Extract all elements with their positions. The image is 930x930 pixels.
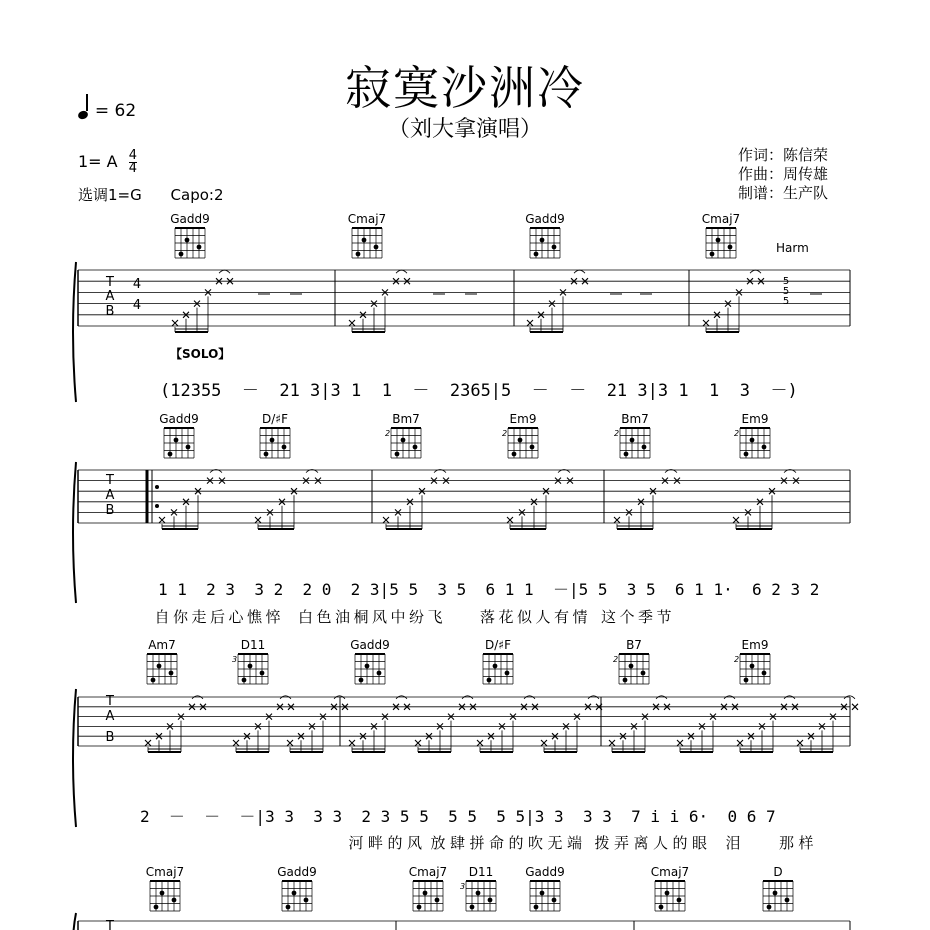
tuning-label: 选调1=G xyxy=(78,186,142,204)
tab-clef-t: T xyxy=(106,275,114,290)
chord-name: Cmaj7 xyxy=(408,865,448,879)
chord-name: Em9 xyxy=(509,412,537,426)
capo-label: Capo:2 xyxy=(170,186,224,204)
lyric-char: 河 xyxy=(348,834,364,852)
tab-clef-b: B xyxy=(105,304,115,319)
chord-dot xyxy=(642,445,647,450)
harm-label: Harm xyxy=(776,241,809,255)
repeat-dot xyxy=(155,485,159,489)
lyric-char: 有 xyxy=(553,608,570,626)
chord-dot xyxy=(629,664,634,669)
tab-note-x xyxy=(415,740,421,746)
chord-fret-number: 2 xyxy=(613,655,619,664)
chord-dot xyxy=(767,905,772,910)
lyric-char: 无 xyxy=(547,834,563,852)
chord-dot xyxy=(154,905,159,910)
lyric-char: 悴 xyxy=(265,608,281,626)
chord-dot xyxy=(762,671,767,676)
chord-dot xyxy=(540,238,545,243)
tab-note-x xyxy=(383,517,389,523)
chord-dot xyxy=(160,891,165,896)
chord-dot xyxy=(505,671,510,676)
chord-dot xyxy=(518,438,523,443)
jianpu-line-2: 1 1 2 3 3 2 2 0 2 3|5 5 3 5 6 1 1 －|5 5 3 5 6 1 1· 6 2 3 2 xyxy=(158,580,820,599)
tie-arc xyxy=(396,270,407,273)
chord-dot xyxy=(493,664,498,669)
chord-dot xyxy=(413,445,418,450)
chord-dot xyxy=(716,238,721,243)
chord-name: D/♯F xyxy=(485,638,511,652)
chord-name: Em9 xyxy=(741,638,769,652)
lyric-char: 风 xyxy=(406,834,423,852)
chord-fret-number: 3 xyxy=(460,882,466,891)
chord-dot xyxy=(641,671,646,676)
chord-dot xyxy=(151,678,156,683)
lyric-char: 季 xyxy=(637,608,654,626)
chord-dot xyxy=(470,905,475,910)
chord-dot xyxy=(292,891,297,896)
tab-note-x xyxy=(145,740,151,746)
chord-names xyxy=(146,212,783,891)
chord-dot xyxy=(476,891,481,896)
system-bracket xyxy=(73,462,76,603)
system-bracket xyxy=(73,689,76,827)
lyric-char: 纷 xyxy=(408,608,425,626)
lyric-char: 拨 xyxy=(594,834,610,852)
tab-note-x xyxy=(609,740,615,746)
chord-dot xyxy=(659,905,664,910)
chord-dot xyxy=(552,898,557,903)
chord-dot xyxy=(677,898,682,903)
lyric-char: 心 xyxy=(228,608,244,626)
lyric-char: 自 xyxy=(154,608,170,626)
composer: 作曲：周传雄 xyxy=(738,165,829,183)
lyric-char: 后 xyxy=(209,608,226,626)
song-title: 寂寞沙洲冷 xyxy=(345,61,585,115)
chord-dot xyxy=(401,438,406,443)
chord-fret-number: 2 xyxy=(385,429,391,438)
chord-dot xyxy=(185,238,190,243)
tab-clef-t: T xyxy=(106,694,114,709)
lyric-char: 桐 xyxy=(353,608,369,626)
chord-dot xyxy=(630,438,635,443)
chord-dot xyxy=(624,452,629,457)
chord-name: Cmaj7 xyxy=(701,212,741,226)
tie-arc xyxy=(574,270,585,273)
lyric-char: 落 xyxy=(479,608,496,626)
lyric-char: 色 xyxy=(316,608,332,626)
chord-dot xyxy=(665,891,670,896)
lyric-char: 花 xyxy=(498,608,514,626)
chord-dot xyxy=(356,252,361,257)
chord-dot xyxy=(374,245,379,250)
chord-name: D11 xyxy=(468,865,494,879)
chord-dot xyxy=(260,671,265,676)
chord-dot xyxy=(773,891,778,896)
chord-dot xyxy=(169,671,174,676)
chord-name: Am7 xyxy=(148,638,176,652)
lyric-char: 中 xyxy=(390,608,406,626)
chord-name: Gadd9 xyxy=(350,638,390,652)
chord-dot xyxy=(744,452,749,457)
harm-fret: 5 xyxy=(782,296,790,307)
lyric-char: 的 xyxy=(508,834,524,852)
chord-fret-number: 2 xyxy=(734,655,740,664)
chord-name: D/♯F xyxy=(262,412,288,426)
chord-dot xyxy=(488,898,493,903)
system-bracket xyxy=(73,913,76,930)
tab-note-x xyxy=(527,320,533,326)
chord-name: Em9 xyxy=(741,412,769,426)
chord-dot xyxy=(286,905,291,910)
chord-dot xyxy=(750,664,755,669)
lyric-char: 拼 xyxy=(469,834,485,852)
tab-clef-t: T xyxy=(106,919,114,930)
lyric-char: 畔 xyxy=(367,834,384,852)
tab-note-x xyxy=(349,320,355,326)
tab-clef-b: B xyxy=(105,503,115,518)
chord-dot xyxy=(377,671,382,676)
chord-name: Gadd9 xyxy=(170,212,210,226)
tab-note-x xyxy=(703,320,709,326)
tab-clef-a: A xyxy=(105,488,115,503)
lyric-char: 白 xyxy=(297,608,314,626)
chord-dot xyxy=(744,678,749,683)
chord-dot xyxy=(248,664,253,669)
tab-notes xyxy=(145,270,858,752)
tab-ts-bottom: 4 xyxy=(132,298,142,313)
chord-dot xyxy=(157,664,162,669)
chord-fret-number: 2 xyxy=(734,429,740,438)
chord-name: Bm7 xyxy=(392,412,420,426)
time-bottom: 4 xyxy=(128,161,137,176)
tab-note-x xyxy=(349,740,355,746)
lyric-char: 样 xyxy=(798,834,814,852)
lyric-char: 这 xyxy=(600,608,617,626)
chord-dot xyxy=(417,905,422,910)
time-top: 4 xyxy=(128,148,137,163)
chord-name: D xyxy=(773,865,783,879)
chord-dot xyxy=(728,245,733,250)
tab-note-x xyxy=(614,517,620,523)
chord-fret-number: 3 xyxy=(232,655,238,664)
lyric-char: 风 xyxy=(371,608,388,626)
chord-dot xyxy=(365,664,370,669)
chord-dot xyxy=(623,678,628,683)
tab-note-x xyxy=(677,740,683,746)
lyric-char: 节 xyxy=(656,608,672,626)
tab-note-x xyxy=(233,740,239,746)
chord-name: B7 xyxy=(626,638,642,652)
chord-dot xyxy=(423,891,428,896)
lyric-char: 你 xyxy=(172,608,189,626)
tab-clef-t: T xyxy=(106,473,114,488)
lyric-char: 的 xyxy=(387,834,403,852)
chord-dot xyxy=(534,905,539,910)
lyric-char: 的 xyxy=(672,834,688,852)
jianpu-line-1: (12355 － 21 3|3 1 1 － 2365|5 － － 21 3|3 1 1 3 －) xyxy=(160,381,798,401)
lyric-char: 憔 xyxy=(246,608,263,626)
chord-dot xyxy=(762,445,767,450)
chord-name: Cmaj7 xyxy=(650,865,690,879)
chord-dot xyxy=(174,438,179,443)
chord-dot xyxy=(172,898,177,903)
lyrics-line-2 xyxy=(154,608,671,626)
tempo-value: = 62 xyxy=(94,101,137,121)
tab-note-x xyxy=(797,740,803,746)
tab-clef-a: A xyxy=(105,709,115,724)
chord-dot xyxy=(270,438,275,443)
tab-note-x xyxy=(852,704,858,710)
harm-fret: 5 xyxy=(782,276,790,287)
tab-note-x xyxy=(159,517,165,523)
chord-fret-number: 2 xyxy=(614,429,620,438)
lyric-char: 人 xyxy=(652,834,669,852)
chord-name: Gadd9 xyxy=(525,212,565,226)
jianpu-line-3: 2 － － －|3 3 3 3 2 3 5 5 5 5 5 5|3 3 3 3 7 i i 6· 0 6 7 xyxy=(140,807,776,826)
chord-dot xyxy=(512,452,517,457)
lyric-char: 人 xyxy=(535,608,551,626)
lyric-char: 端 xyxy=(566,834,583,852)
chord-dot xyxy=(750,438,755,443)
tab-note-x xyxy=(733,517,739,523)
lyric-char: 弄 xyxy=(613,834,630,852)
lyric-char: 命 xyxy=(488,834,505,852)
lyric-char: 放 xyxy=(430,834,446,852)
lyric-char: 离 xyxy=(633,834,649,852)
chord-dot xyxy=(534,252,539,257)
system-bracket xyxy=(73,262,76,402)
chord-dot xyxy=(186,445,191,450)
repeat-dot xyxy=(155,504,159,508)
lyric-char: 情 xyxy=(572,608,588,626)
tab-note-x xyxy=(507,517,513,523)
chord-dot xyxy=(359,678,364,683)
tie-arc xyxy=(750,270,761,273)
chord-dot xyxy=(435,898,440,903)
chord-dot xyxy=(540,891,545,896)
chord-dot xyxy=(242,678,247,683)
chord-name: Cmaj7 xyxy=(145,865,185,879)
lyric-char: 走 xyxy=(191,608,207,626)
chord-name: Bm7 xyxy=(621,412,649,426)
chord-dot xyxy=(282,445,287,450)
chord-dot xyxy=(179,252,184,257)
chord-dot xyxy=(197,245,202,250)
chord-name: Gadd9 xyxy=(277,865,317,879)
lyric-char: 油 xyxy=(334,608,351,626)
tie-arc xyxy=(219,270,230,273)
lyric-char: 那 xyxy=(778,834,795,852)
lyric-char: 似 xyxy=(516,608,533,626)
tab-note-x xyxy=(477,740,483,746)
chord-name: D11 xyxy=(240,638,266,652)
song-subtitle: （刘大拿演唱） xyxy=(387,117,542,142)
lyricist: 作词：陈信荣 xyxy=(738,146,829,164)
chord-dot xyxy=(785,898,790,903)
chord-dot xyxy=(552,245,557,250)
lyric-char: 飞 xyxy=(427,608,443,626)
tab-note-x xyxy=(255,517,261,523)
lyric-char: 眼 xyxy=(691,834,708,852)
chord-dot xyxy=(264,452,269,457)
key-label: 1= A xyxy=(78,152,118,171)
chord-name: Gadd9 xyxy=(525,865,565,879)
tab-clef-b: B xyxy=(105,730,115,745)
chord-name: Gadd9 xyxy=(159,412,199,426)
harm-fret: 5 xyxy=(782,286,790,297)
chord-dot xyxy=(168,452,173,457)
solo-label: 【SOLO】 xyxy=(170,347,231,361)
chord-dot xyxy=(304,898,309,903)
tab-ts-top: 4 xyxy=(132,277,142,292)
chord-dot xyxy=(362,238,367,243)
chord-dot xyxy=(395,452,400,457)
tab-note-x xyxy=(287,740,293,746)
arranger: 制谱：生产队 xyxy=(738,184,829,202)
chord-dot xyxy=(487,678,492,683)
chord-fret-number: 2 xyxy=(502,429,508,438)
lyrics-line-3 xyxy=(348,834,813,852)
lyric-char: 肆 xyxy=(449,834,466,852)
chord-name: Cmaj7 xyxy=(347,212,387,226)
lyric-char: 吹 xyxy=(527,834,544,852)
tab-note-x xyxy=(737,740,743,746)
tab-note-x xyxy=(541,740,547,746)
tab-note-x xyxy=(172,320,178,326)
tab-clef-a: A xyxy=(105,289,115,304)
chord-dot xyxy=(530,445,535,450)
lyric-char: 泪 xyxy=(725,834,741,852)
chord-dot xyxy=(710,252,715,257)
lyric-char: 个 xyxy=(619,608,635,626)
